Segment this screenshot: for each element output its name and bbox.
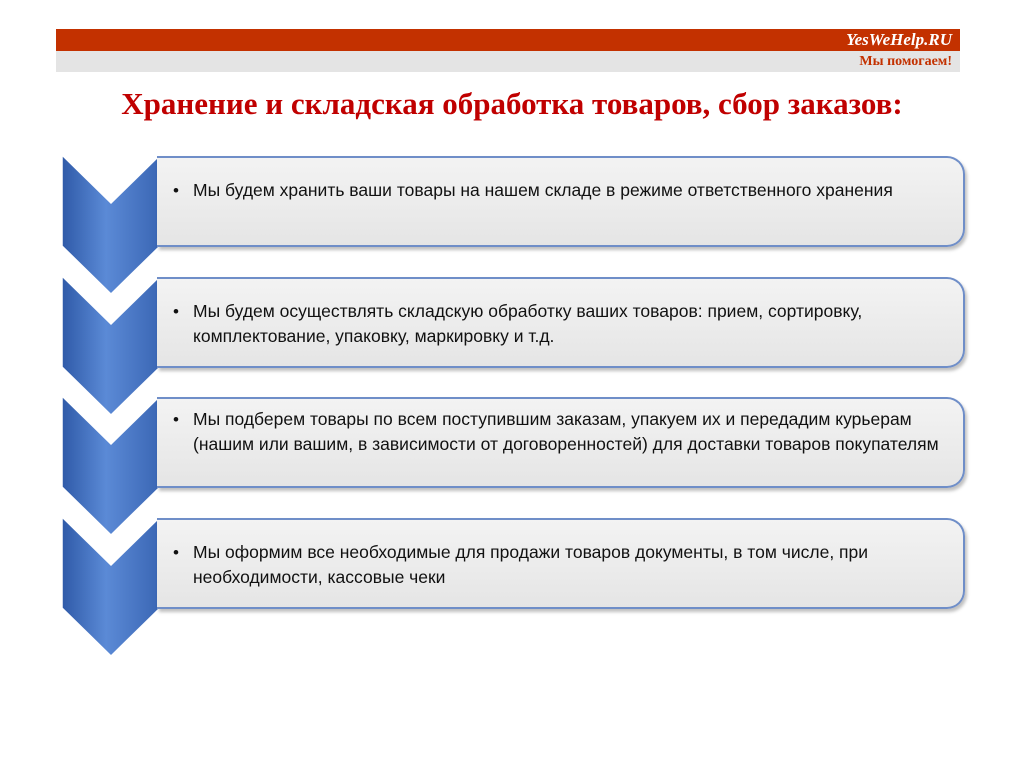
- chevron-icon: [62, 396, 160, 535]
- slide-title: Хранение и складская обработка товаров, сбор заказов:: [121, 86, 903, 121]
- chevron-icon: [62, 276, 160, 415]
- chevron-icon: [62, 155, 160, 294]
- list-item: [157, 518, 965, 609]
- list-item: [157, 277, 965, 368]
- list-item-text: Мы будем хранить ваши товары на нашем складе в режиме ответственного хранения: [193, 180, 893, 200]
- bullet-icon: •: [173, 543, 179, 562]
- bullet-icon: •: [173, 410, 179, 429]
- brand-label[interactable]: YesWeHelp.RU: [846, 30, 952, 49]
- chevron-icon: [62, 517, 160, 656]
- list-item-text: Мы оформим все необходимые для продажи товаров документы, в том числе, при необходимости, кассовые чеки: [193, 542, 869, 587]
- bullet-icon: •: [173, 181, 179, 200]
- bullet-icon: •: [173, 302, 179, 321]
- list-item: [157, 156, 965, 247]
- list-item-text: Мы будем осуществлять складскую обработку ваших товаров: прием, сортировку, комплектование, упаковку, маркировку и т.д.: [193, 301, 863, 346]
- list-item-text: Мы подберем товары по всем поступившим заказам, упакуем их и передадим курьерам (нашим или вашим, в зависимости от договоренностей) для доставки товаров покупателям: [193, 409, 939, 454]
- slogan-label: Мы помогаем!: [859, 54, 952, 69]
- list-item: [157, 397, 965, 488]
